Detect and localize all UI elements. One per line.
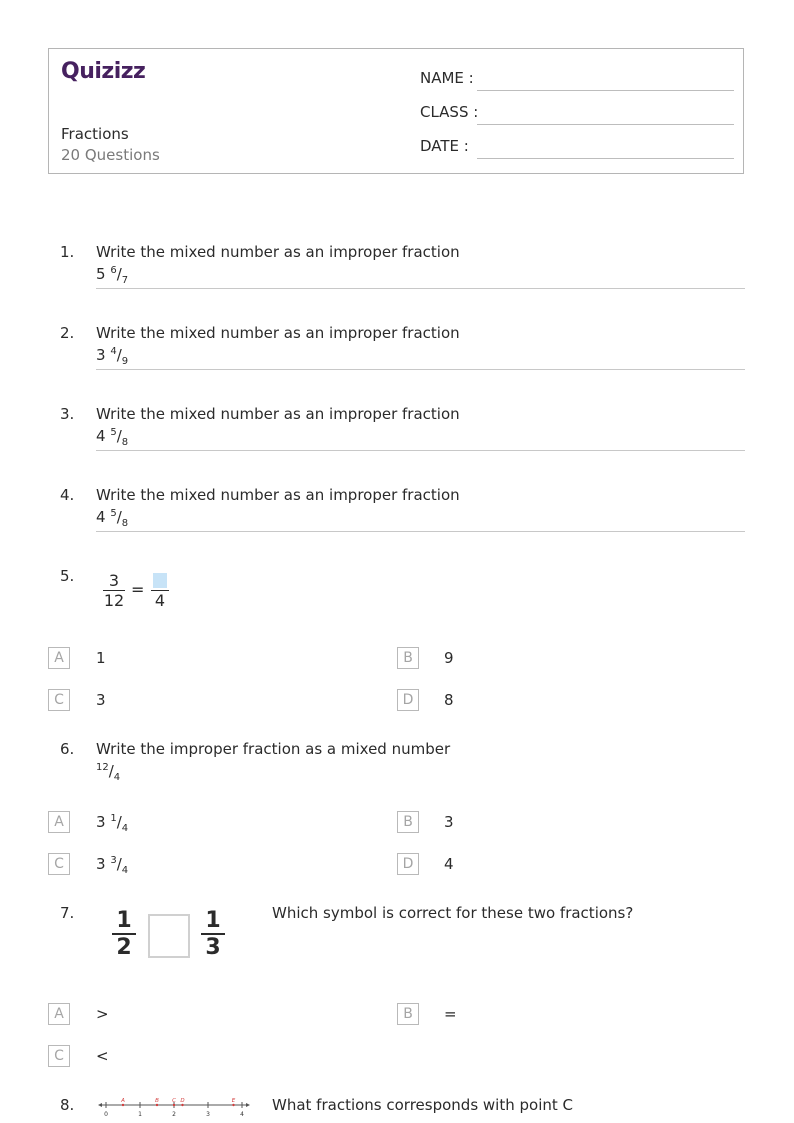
question-number: 1. [60,243,75,261]
number-line-tick-label: 2 [172,1111,176,1118]
option-b-text: 3 [444,813,454,831]
answer-line[interactable] [96,288,745,289]
question-count: 20 Questions [61,146,160,164]
quizizz-logo [61,59,145,84]
option-b-box[interactable]: B [397,1003,419,1025]
question-text: Write the mixed number as an improper fraction [96,405,460,423]
number-line-tick-label: 0 [104,1111,108,1118]
answer-line[interactable] [96,450,745,451]
number-line-tick-label: 3 [206,1111,210,1118]
date-line[interactable] [477,158,734,159]
fraction-one-half: 1 2 [112,908,136,960]
mixed-number: 4 $^5/_8$ [96,427,129,448]
number-line-point-label: A [121,1098,125,1104]
class-field[interactable] [420,103,734,125]
question-text: Write the mixed number as an improper fraction [96,324,460,342]
option-a-text: 1 [96,649,106,667]
worksheet-header [48,48,744,174]
question-number: 7. [60,904,75,922]
number-line-point-label: E [231,1098,236,1104]
equals-sign: = [131,580,145,599]
number-line-tick-label: 1 [138,1111,142,1118]
option-d-text: 4 [444,855,454,873]
name-line[interactable] [477,90,734,91]
question-text: Write the mixed number as an improper fraction [96,486,460,504]
question-number: 8. [60,1096,75,1114]
option-c-text: < [96,1047,109,1065]
option-a-box[interactable]: A [48,647,70,669]
class-label: CLASS : [420,103,479,121]
answer-line[interactable] [96,369,745,370]
fraction-comparison-image [100,904,255,974]
number-line-arrow-left [98,1103,102,1107]
option-c-box[interactable]: C [48,689,70,711]
option-a-text: 3 $^1/_4$ [96,813,129,834]
answer-blank-box[interactable] [153,573,167,588]
question-number: 4. [60,486,75,504]
number-line-point-label: D [180,1098,185,1104]
date-field[interactable] [420,137,734,159]
number-line-image [98,1096,250,1120]
option-d-box[interactable]: D [397,689,419,711]
fraction-one-third: 1 3 [201,908,225,960]
number-line-point [173,1104,175,1106]
number-line-arrow-right [246,1103,250,1107]
comparison-blank-box[interactable] [148,914,190,958]
name-label: NAME : [420,69,474,87]
option-a-box[interactable]: A [48,811,70,833]
number-line-point [181,1104,183,1106]
question-number: 2. [60,324,75,342]
option-d-box[interactable]: D [397,853,419,875]
date-label: DATE : [420,137,469,155]
mixed-number: 5 $^6/_7$ [96,265,129,286]
option-a-box[interactable]: A [48,1003,70,1025]
number-line-point-label: C [172,1098,176,1104]
name-field[interactable] [420,69,734,91]
question-number: 5. [60,567,75,585]
question-number: 6. [60,740,75,758]
class-line[interactable] [477,124,734,125]
answer-line[interactable] [96,531,745,532]
option-b-text: = [444,1005,457,1023]
number-line-tick-label: 4 [240,1111,244,1118]
fraction-left: 3 12 [103,571,125,610]
worksheet-title: Fractions [61,125,129,143]
option-c-text: 3 $^3/_4$ [96,855,129,876]
option-c-box[interactable]: C [48,853,70,875]
number-line-point-label: B [155,1098,159,1104]
question-text: What fractions corresponds with point C [272,1096,573,1114]
mixed-number: 4 $^5/_8$ [96,508,129,529]
option-c-box[interactable]: C [48,1045,70,1067]
question-text: Write the mixed number as an improper fraction [96,243,460,261]
number-line-point [232,1104,234,1106]
option-b-box[interactable]: B [397,811,419,833]
question-text: Write the improper fraction as a mixed number [96,740,451,758]
option-a-text: > [96,1005,109,1023]
question-number: 3. [60,405,75,423]
option-b-box[interactable]: B [397,647,419,669]
fraction-right: 4 [151,571,169,610]
number-line-point [156,1104,158,1106]
mixed-number: 3 $^4/_9$ [96,346,129,367]
number-line-point [122,1104,124,1106]
logo-text: Quizizz [61,59,146,84]
option-d-text: 8 [444,691,454,709]
option-b-text: 9 [444,649,454,667]
question-text: Which symbol is correct for these two fractions? [272,904,634,922]
option-c-text: 3 [96,691,106,709]
improper-fraction: $^{12}/_4$ [96,762,121,783]
